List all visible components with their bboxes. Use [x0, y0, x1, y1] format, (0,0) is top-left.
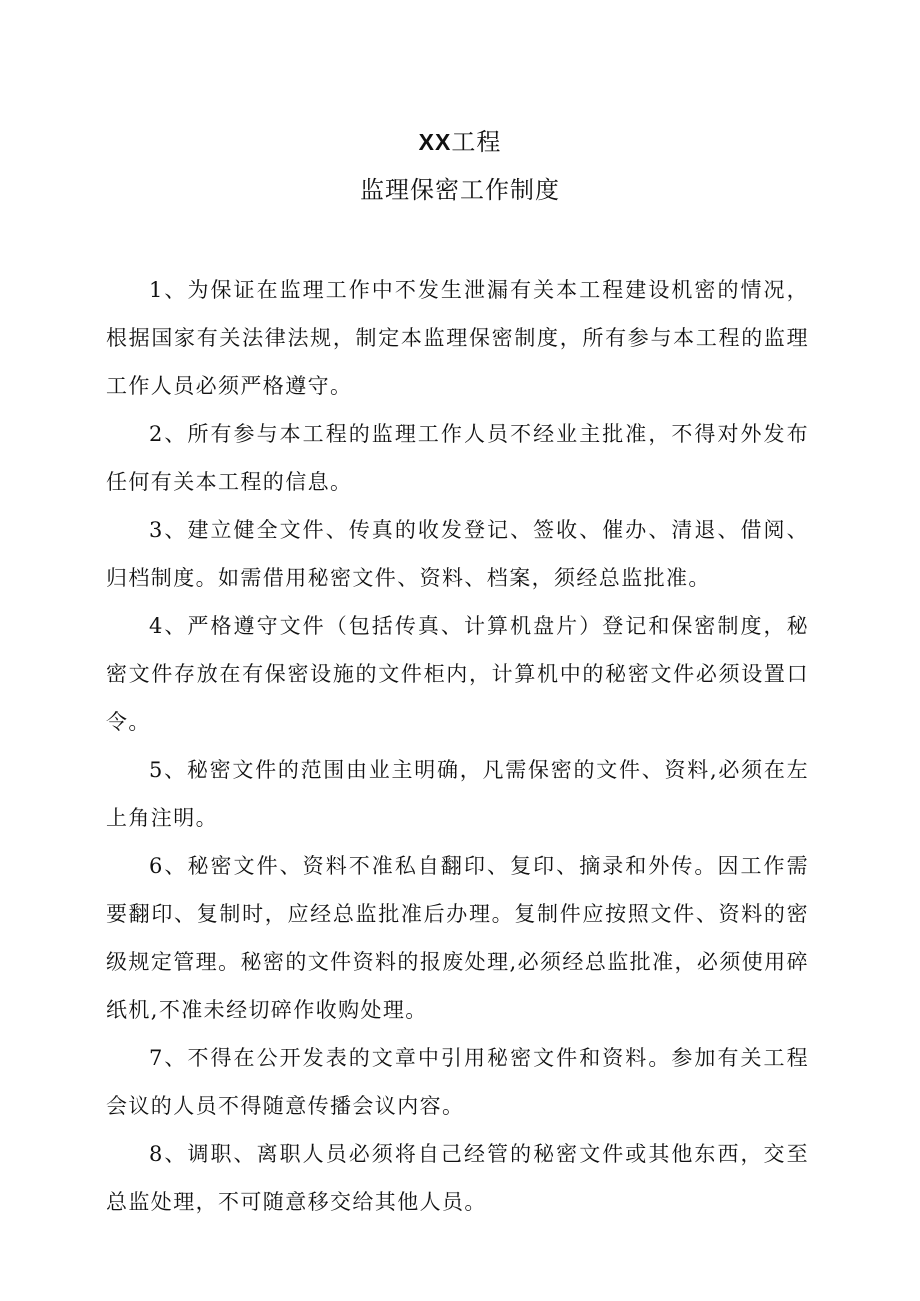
paragraph-5: 5、秘密文件的范围由业主明确，凡需保密的文件、资料,必须在左上角注明。	[106, 758, 809, 830]
document-subtitle: 监理保密工作制度	[360, 176, 560, 204]
paragraph-4: 4、严格遵守文件（包括传真、计算机盘片）登记和保密制度，秘密文件存放在有保密设施的文件柜内，计算机中的秘密文件必须设置口令。	[106, 614, 809, 734]
title-prefix: XX	[418, 129, 452, 155]
paragraph-1: 1、为保证在监理工作中不发生泄漏有关本工程建设机密的情况，根据国家有关法律法规，制定本监理保密制度，所有参与本工程的监理工作人员必须严格遵守。	[106, 278, 809, 398]
paragraph-6: 6、秘密文件、资料不准私自翻印、复印、摘录和外传。因工作需要翻印、复制时，应经总监批准后办理。复制件应按照文件、资料的密级规定管理。秘密的文件资料的报废处理,必须经总监批准，必须使用碎纸机,不准未经切碎作收购处理。	[106, 854, 809, 1022]
title-suffix: 工程	[451, 128, 502, 156]
document-title	[0, 124, 920, 160]
document-body	[106, 266, 809, 1226]
paragraph-7: 7、不得在公开发表的文章中引用秘密文件和资料。参加有关工程会议的人员不得随意传播会议内容。	[106, 1046, 809, 1118]
paragraph-2: 2、所有参与本工程的监理工作人员不经业主批准，不得对外发布任何有关本工程的信息。	[106, 422, 809, 494]
paragraph-3: 3、建立健全文件、传真的收发登记、签收、催办、清退、借阅、归档制度。如需借用秘密文件、资料、档案，须经总监批准。	[106, 518, 809, 590]
paragraph-8: 8、调职、离职人员必须将自己经管的秘密文件或其他东西，交至总监处理，不可随意移交给其他人员。	[106, 1142, 809, 1214]
title-block	[0, 124, 920, 208]
